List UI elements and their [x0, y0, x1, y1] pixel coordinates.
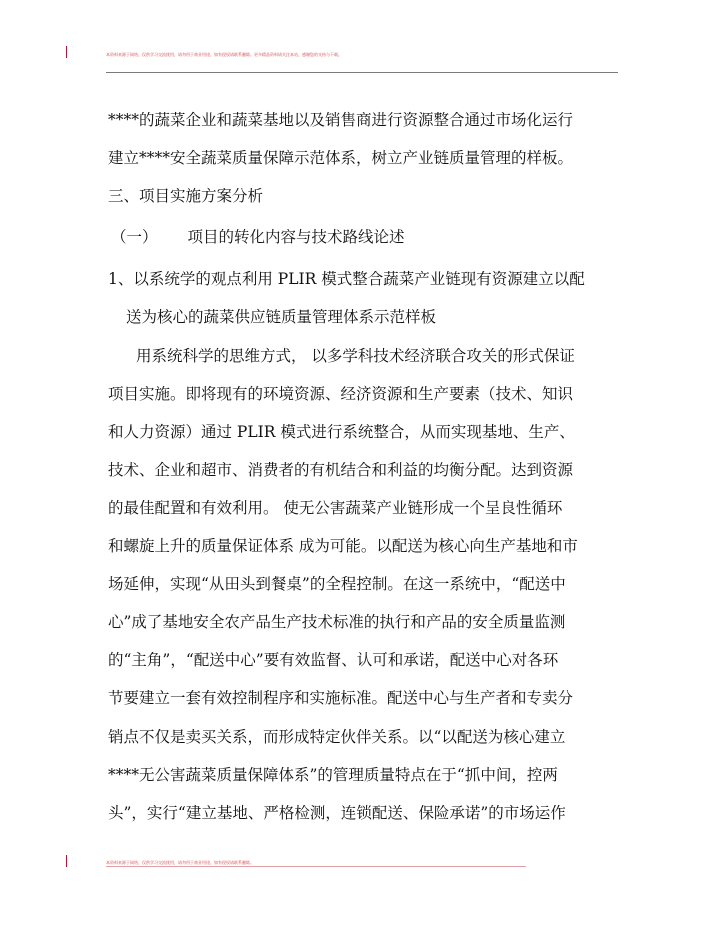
subsection-title: 项目的转化内容与技术路线论述 [187, 228, 405, 246]
item-heading-continued: 送为核心的蔬菜供应链质量管理体系示范样板 [126, 308, 437, 326]
paragraph-line: 项目实施。即将现有的环境资源、经济资源和生产要素（技术、知识 [108, 385, 574, 403]
paragraph-line: 和螺旋上升的质量保证体系 成为可能。以配送为核心向生产基地和市 [108, 537, 578, 555]
item-heading: 1、以系统学的观点利用 PLIR 模式整合蔬菜产业链现有资源建立以配 [108, 270, 585, 288]
header-banner: 本资料来源于网络，仅供学习交流使用，请勿用于商业用途。如有侵权请联系删除。更多精品资料请关注本站，感谢您的支持与下载。 [106, 52, 342, 57]
paragraph-line: 的“主角”，“配送中心”要有效监督、认可和承诺，配送中心对各环 [108, 651, 559, 669]
header-margin-mark [66, 46, 67, 58]
paragraph-line: 建立****安全蔬菜质量保障示范体系，树立产业链质量管理的样板。 [108, 149, 574, 167]
paragraph-line: 和人力资源）通过 PLIR 模式进行系统整合，从而实现基地、生产、 [108, 423, 575, 441]
paragraph-line: 心”成了基地安全农产品生产技术标准的执行和产品的安全质量监测 [108, 613, 566, 631]
paragraph-line: 销点不仅是卖买关系，而形成特定伙伴关系。以“以配送为核心建立 [108, 728, 566, 746]
paragraph-line: 的最佳配置和有效利用。 使无公害蔬菜产业链形成一个呈良性循环 [108, 499, 563, 517]
footer-banner: 本资料来源于网络，仅供学习交流使用，请勿用于商业用途。如有侵权请联系删除。 [106, 860, 254, 865]
paragraph-line: ****无公害蔬菜质量保障体系”的管理质量特点在于“抓中间，控两 [108, 766, 558, 784]
footer-margin-mark [66, 855, 67, 867]
paragraph-line: 用系统科学的思维方式， 以多学科技术经济联合攻关的形式保证 [136, 347, 575, 365]
footer-rule [106, 866, 526, 867]
subsection-number: （一） [111, 228, 158, 246]
paragraph-line: 节要建立一套有效控制程序和实施标准。配送中心与生产者和专卖分 [108, 689, 574, 707]
paragraph-line: 头”，实行“建立基地、严格检测，连锁配送、保险承诺”的市场运作 [108, 804, 566, 822]
paragraph-line: 技术、企业和超市、消费者的有机结合和利益的均衡分配。达到资源 [108, 461, 574, 479]
section-heading: 三、项目实施方案分析 [108, 187, 264, 205]
header-rule [106, 72, 618, 73]
paragraph-line: ****的蔬菜企业和蔬菜基地以及销售商进行资源整合通过市场化运行 [108, 111, 574, 129]
paragraph-line: 场延伸，实现“从田头到餐桌”的全程控制。在这一系统中，“配送中 [108, 575, 566, 593]
subsection-heading [111, 227, 405, 247]
